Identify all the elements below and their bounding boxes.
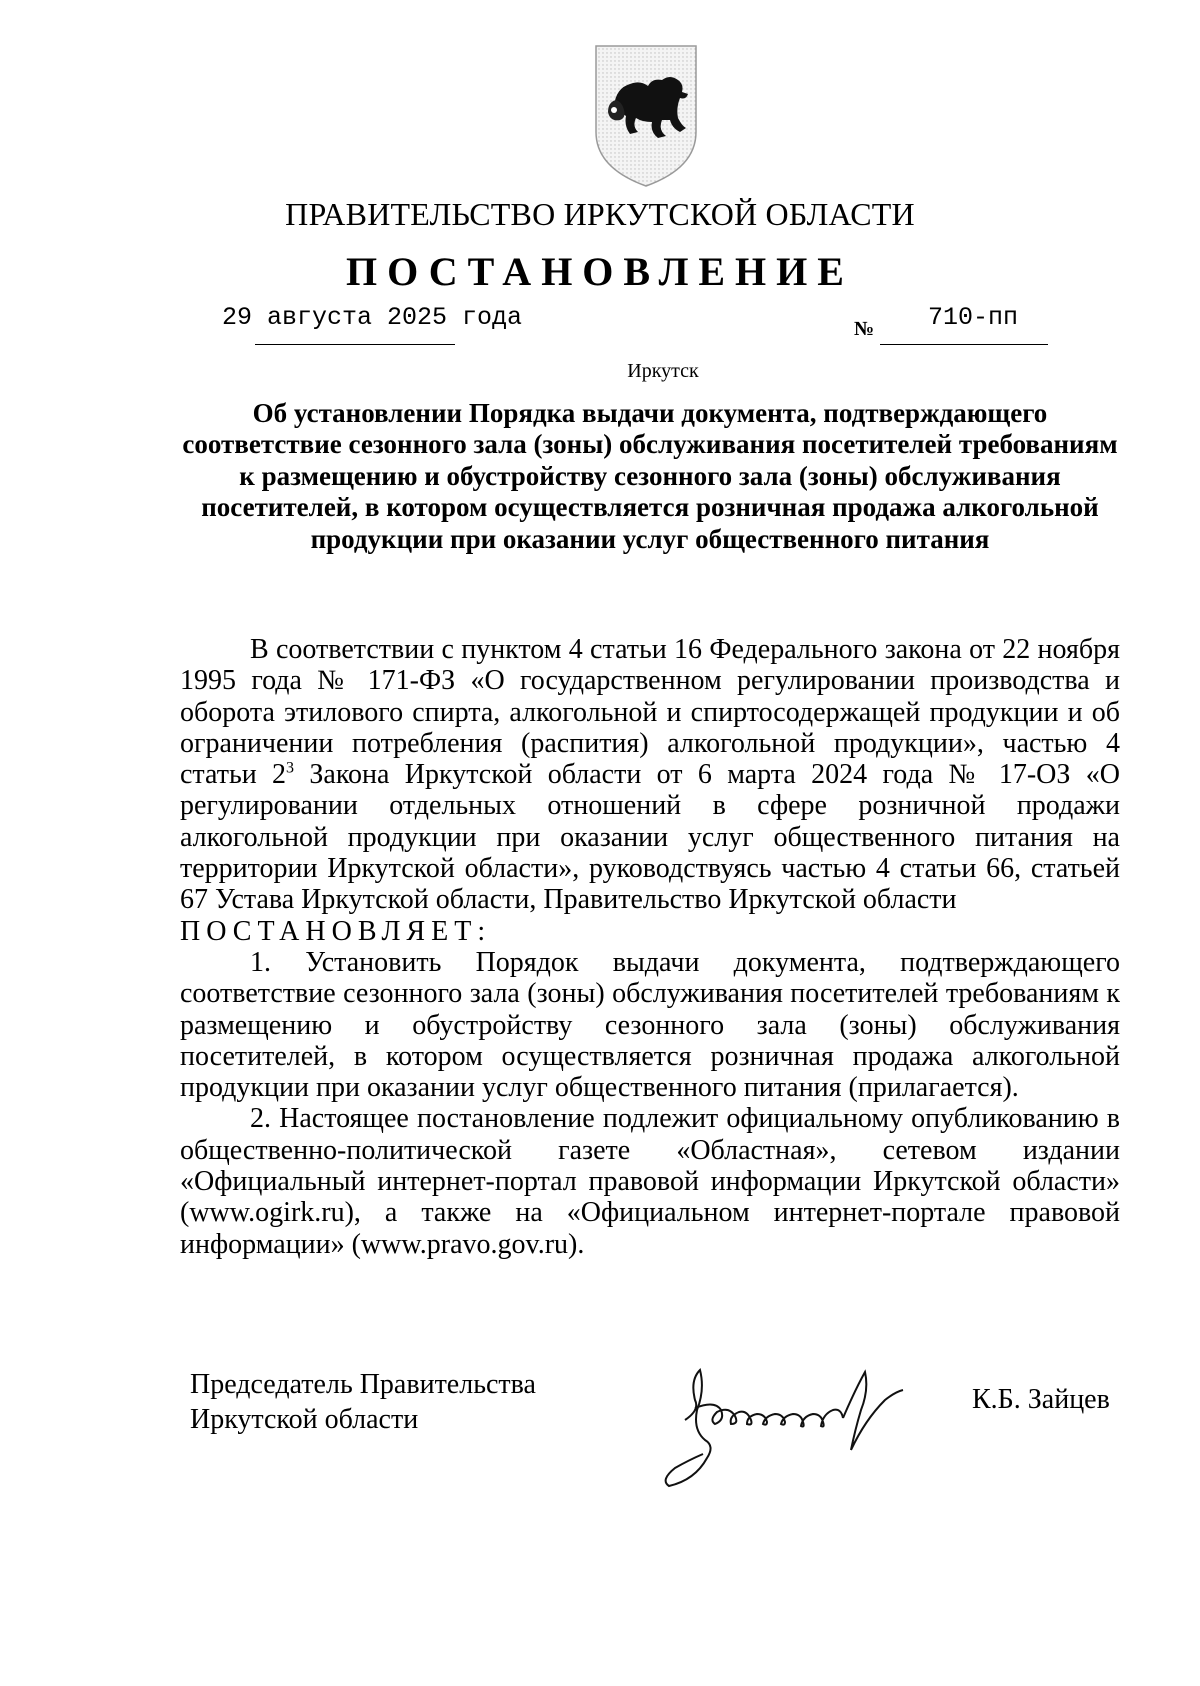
date-underline	[255, 344, 455, 345]
government-name: ПРАВИТЕЛЬСТВО ИРКУТСКОЙ ОБЛАСТИ	[285, 196, 915, 232]
position-line-2: Иркутской области	[190, 1404, 419, 1435]
city: Иркутск	[627, 360, 699, 382]
preamble-text-2: Закона Иркутской области от 6 марта 2024 года № 17-ОЗ «О регулировании отдельных отношений в сфере розничной продажи алкогольной продукции при оказании услуг общественного питания на территории Иркутской области», руководствуясь частью 4 статьи 66, статьей 67 Устава Иркутской области, Правительство Иркутской области	[180, 759, 1120, 916]
preamble-superscript: 3	[286, 759, 295, 777]
coat-of-arms-icon	[586, 40, 706, 188]
preamble-text-1: В соответствии с пунктом 4 статьи 16 Федерального закона от 22 ноября 1995 года № 171-ФЗ «О государственном регулировании производства и оборота этилового спирта, алкогольной и спиртосодержащей продукции и об ограничении потребления (распития) алкогольной продукции», частью 4 статьи 2	[180, 634, 1120, 791]
document-body	[180, 634, 1120, 1260]
decree-word: ПОСТАНОВЛЯЕТ:	[180, 915, 492, 947]
item-1: 1. Установить Порядок выдачи документа, подтверждающего соответствие сезонного зала (зоны) обслуживания посетителей требованиям к размещению и обустройству сезонного зала (зоны) обслуживания посетителей, в котором осуществляется розничная продажа алкогольной продукции при оказании услуг общественного питания (прилагается).	[180, 946, 1120, 1104]
signatory-name: К.Б. Зайцев	[972, 1384, 1110, 1415]
document-title: Об установлении Порядка выдачи документа, подтверждающего соответствие сезонного зала (зоны) обслуживания посетителей требованиям к размещению и обустройству сезонного зала (зоны) обслуживания посетителей, в котором осуществляется розничная продажа алкогольной продукции при оказании услуг общественного питания	[182, 398, 1118, 554]
number-underline	[880, 344, 1048, 345]
document-type: ПОСТАНОВЛЕНИЕ	[346, 249, 854, 294]
document-number: 710-пп	[928, 303, 1019, 332]
handwritten-signature	[655, 1350, 935, 1500]
position-line-1: Председатель Правительства	[190, 1369, 536, 1400]
item-2: 2. Настоящее постановление подлежит официальному опубликованию в общественно-политической газете «Областная», сетевом издании «Официальный интернет-портал правовой информации Иркутской области» (www.ogirk.ru), а также на «Официальном интернет-портале правовой информации» (www.pravo.gov.ru).	[180, 1103, 1120, 1260]
document-date: 29 августа 2025 года	[222, 303, 523, 332]
number-sign: №	[854, 318, 875, 340]
signatory-position	[190, 1367, 536, 1437]
preamble-paragraph	[180, 634, 1120, 916]
